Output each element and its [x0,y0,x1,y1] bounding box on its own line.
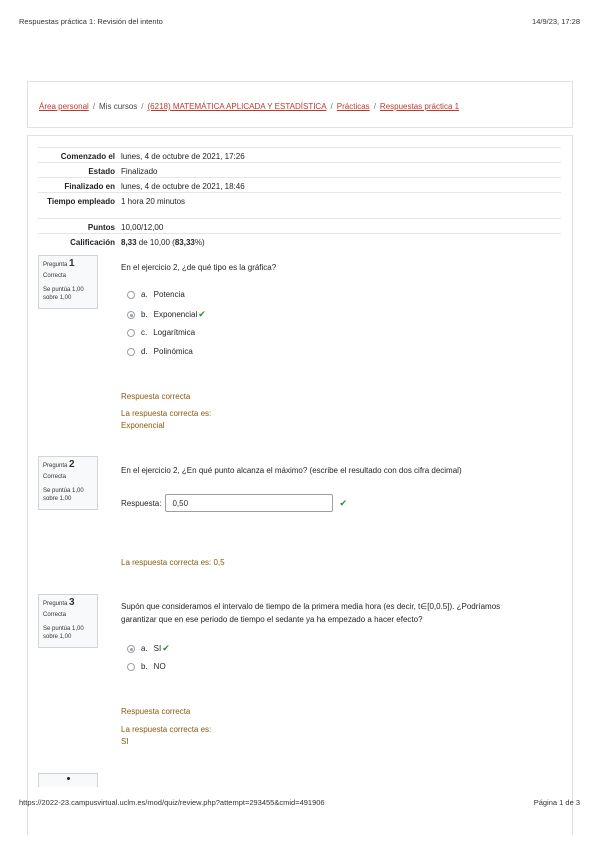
option-letter: b. [141,310,148,319]
option-letter: b. [141,662,148,671]
breadcrumb-course[interactable]: (6218) MATEMÁTICA APLICADA Y ESTADÍSTICA [147,102,327,111]
q1-right-answer-label: La respuesta correcta es: [121,409,212,418]
question-grade-line1: Se puntúa 1,00 [43,488,84,494]
question-number-value: 3 [69,597,75,608]
summary-row-state [38,163,561,178]
breadcrumb [39,102,459,111]
summary-row-time [38,193,561,219]
q3-option-a[interactable] [127,643,170,654]
summary-value: Finalizado [121,167,158,176]
q2-right-answer: La respuesta correcta es: 0,5 [121,558,225,567]
radio-button[interactable] [127,291,135,299]
question-grade-line1: Se puntúa 1,00 [43,626,84,632]
grade-end: %) [194,238,205,247]
question-grade-line2: sobre 1,00 [43,295,72,301]
radio-button[interactable] [127,663,135,671]
grade-percent: 83,33 [174,238,195,247]
check-icon: ✔ [162,643,170,653]
print-datetime: 14/9/23, 17:28 [532,17,580,26]
question-text-line: garantizar que en ese periodo de tiempo el sedante ya ha empezado a hacer efecto? [121,615,423,624]
q3-right-answer: SI [121,737,129,746]
breadcrumb-separator: / [373,102,376,111]
option-label: Polinómica [153,347,193,356]
print-page: Página 1 de 3 [533,798,580,807]
question-grade-line1: Se puntúa 1,00 [43,287,84,293]
question-grade-line2: sobre 1,00 [43,496,72,502]
breadcrumb-card [27,81,573,128]
question-number [43,461,93,470]
summary-label: Tiempo empleado [47,197,115,206]
grade-value: 8,33 [121,238,137,247]
breadcrumb-separator: / [330,102,333,111]
summary-label: Finalizado en [64,182,115,191]
question-number [43,260,93,269]
q2-answer-row [121,494,347,512]
summary-value: lunes, 4 de octubre de 2021, 18:46 [121,182,245,191]
q1-option-b[interactable] [127,309,206,320]
summary-value: 1 hora 20 minutos [121,197,186,206]
q1-option-c[interactable] [127,328,195,337]
summary-value: lunes, 4 de octubre de 2021, 17:26 [121,152,245,161]
question-text-2: En el ejercicio 2, ¿En qué punto alcanza el máximo? (escribe el resultado con dos cifra decimal) [121,466,462,475]
question-info-2 [38,456,98,510]
question-prefix: Pregunta [43,262,68,268]
question-text-3 [121,600,500,626]
breadcrumb-respuestas[interactable]: Respuestas práctica 1 [379,102,460,111]
check-icon: ✔ [198,309,206,319]
grade-mid: de 10,00 ( [136,238,175,247]
answer-input[interactable]: 0,50 [165,494,333,512]
option-label: NO [153,662,166,671]
summary-row-grade [38,234,561,248]
radio-button[interactable] [127,348,135,356]
breadcrumb-mis-cursos: Mis cursos [99,102,138,111]
q1-option-d[interactable] [127,347,193,356]
question-state: Correcta [43,273,67,279]
question-prefix: Pregunta [43,601,68,607]
print-header [19,17,580,29]
option-label: SI [153,644,162,653]
question-text-1: En el ejercicio 2, ¿de qué tipo es la gráfica? [121,263,277,272]
summary-row-finished [38,178,561,193]
question-text-line: Supón que consideramos el intervalo de tiempo de la primera media hora (es decir, t∈[0,0.5]). ¿Podríamos [121,602,501,611]
q3-right-answer-label: La respuesta correcta es: [121,725,212,734]
radio-button[interactable] [127,329,135,337]
option-letter: d. [141,347,148,356]
breadcrumb-area-personal[interactable]: Área personal [39,102,89,111]
breadcrumb-separator: / [141,102,144,111]
question-info-3 [38,594,98,648]
radio-button-selected[interactable] [127,311,135,319]
attempt-summary-table [38,147,561,248]
question-info-4-partial [38,773,98,787]
summary-row-points [38,219,561,234]
summary-row-started [38,147,561,163]
answer-label: Respuesta: [121,498,162,508]
q1-option-a[interactable] [127,290,185,299]
question-grade-line2: sobre 1,00 [43,634,72,640]
option-label: Logarítmica [153,328,196,337]
q3-feedback: Respuesta correcta [121,707,191,716]
option-letter: c. [141,328,148,337]
check-icon: ✔ [339,497,348,508]
summary-label: Comenzado el [60,152,115,161]
q3-option-b[interactable] [127,662,166,671]
question-number-value: 2 [69,459,75,470]
option-label: Exponencial [153,310,198,319]
question-number-partial [67,777,70,780]
breadcrumb-separator: / [92,102,96,111]
option-letter: a. [141,644,148,653]
question-number-value: 1 [69,258,75,269]
question-number [43,599,93,608]
question-prefix: Pregunta [43,463,68,469]
q1-right-answer: Exponencial [121,421,165,430]
print-title: Respuestas práctica 1: Revisión del intento [19,17,163,26]
summary-label: Calificación [70,238,115,247]
summary-value [121,237,561,248]
breadcrumb-practicas[interactable]: Prácticas [336,102,370,111]
question-state: Correcta [43,474,67,480]
radio-button-selected[interactable] [127,645,135,653]
option-letter: a. [141,290,148,299]
option-label: Potencia [153,290,185,299]
print-footer [19,798,580,810]
question-state: Correcta [43,612,67,618]
summary-label: Estado [88,167,115,176]
print-url: https://2022-23.campusvirtual.uclm.es/mod/quiz/review.php?attempt=293455&cmid=491906 [19,798,325,807]
summary-label: Puntos [87,223,115,232]
summary-value: 10,00/12,00 [121,223,164,232]
question-info-1 [38,255,98,309]
q1-feedback: Respuesta correcta [121,392,191,401]
